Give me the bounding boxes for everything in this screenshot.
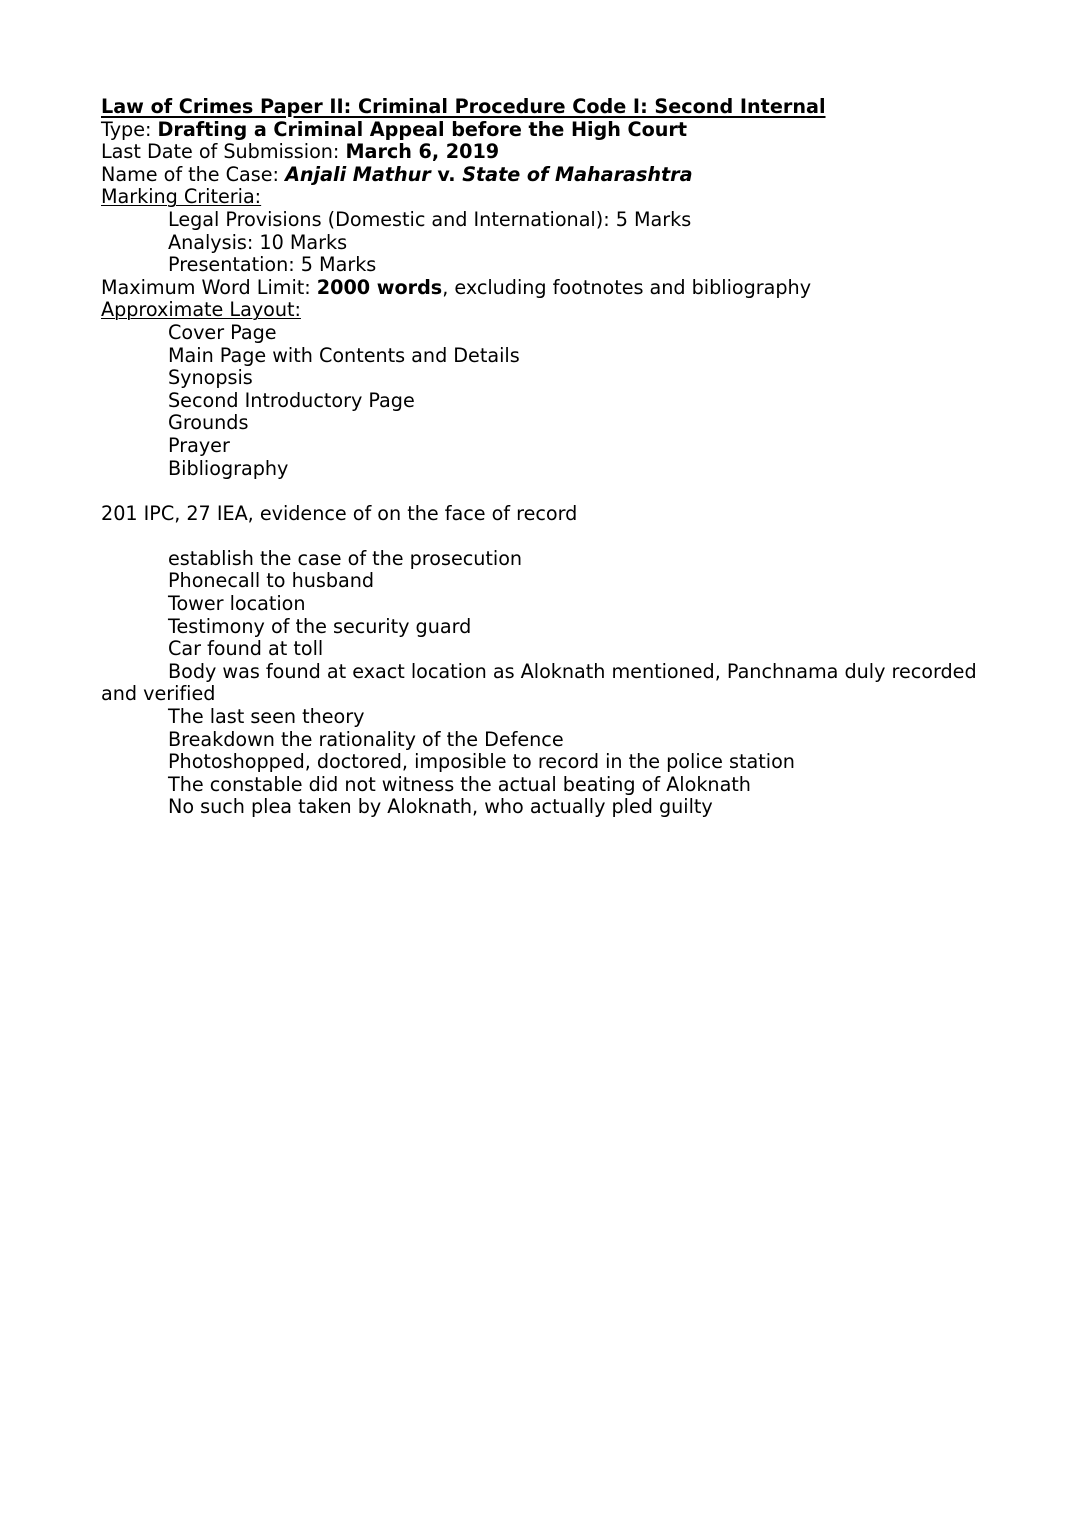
field-submission-date	[101, 141, 985, 164]
notes-point: Breakdown the rationality of the Defence	[168, 727, 564, 751]
notes-point: No such plea taken by Aloknath, who actually pled guilty	[168, 795, 713, 819]
marking-criteria-heading	[101, 186, 985, 209]
notes-intro: 201 IPC, 27 IEA, evidence of on the face of record	[101, 501, 578, 525]
field-case-name-label: Name of the Case:	[101, 162, 286, 186]
marking-criteria-item: Analysis: 10 Marks	[168, 230, 348, 254]
notes-point: Car found at toll	[168, 637, 324, 661]
field-submission-date-label: Last Date of Submission:	[101, 140, 346, 164]
approximate-layout-heading	[101, 299, 985, 322]
layout-item: Prayer	[168, 433, 230, 457]
notes-point: The constable did not witness the actual beating of Aloknath	[168, 772, 751, 796]
notes-point: Phonecall to husband	[168, 569, 375, 593]
document-title: Law of Crimes Paper II: Criminal Procedure Code I: Second Internal	[101, 95, 826, 118]
document-body	[101, 96, 985, 819]
marking-criteria-item: Legal Provisions (Domestic and International): 5 Marks	[168, 207, 692, 231]
case-appellant: Anjali Mathur	[285, 162, 431, 186]
field-word-limit	[101, 277, 985, 300]
layout-item: Bibliography	[168, 456, 289, 480]
field-type-label: Type:	[101, 117, 158, 141]
marking-criteria-item: Presentation: 5 Marks	[168, 253, 377, 277]
notes-point: establish the case of the prosecution	[168, 546, 523, 570]
notes-point: Photoshopped, doctored, imposible to record in the police station	[168, 750, 795, 774]
notes-point: The last seen theory	[168, 705, 365, 729]
case-versus: v.	[430, 162, 463, 186]
layout-item: Main Page with Contents and Details	[168, 343, 520, 367]
blank-line	[101, 480, 985, 503]
layout-item: Cover Page	[168, 320, 277, 344]
field-word-limit-value: 2000 words	[316, 275, 443, 299]
approximate-layout-heading-text: Approximate Layout:	[101, 298, 301, 322]
notes-point: Testimony of the security guard	[168, 614, 472, 638]
case-respondent: State of Maharashtra	[462, 162, 693, 186]
layout-item: Grounds	[168, 411, 249, 435]
layout-item: Synopsis	[168, 366, 253, 390]
field-word-limit-suffix: , excluding footnotes and bibliography	[442, 275, 812, 299]
field-submission-date-value: March 6, 2019	[345, 140, 500, 164]
blank-line	[101, 525, 985, 548]
layout-item: Second Introductory Page	[168, 388, 415, 412]
field-case-name	[101, 164, 985, 187]
field-word-limit-label: Maximum Word Limit:	[101, 275, 317, 299]
notes-point: Tower location	[168, 592, 306, 616]
field-type-value: Drafting a Criminal Appeal before the High Court	[157, 117, 688, 141]
marking-criteria-heading-text: Marking Criteria:	[101, 185, 262, 209]
field-type	[101, 119, 985, 142]
notes-point: Body was found at exact location as Aloknath mentioned, Panchnama duly recorded and verified	[101, 659, 983, 706]
